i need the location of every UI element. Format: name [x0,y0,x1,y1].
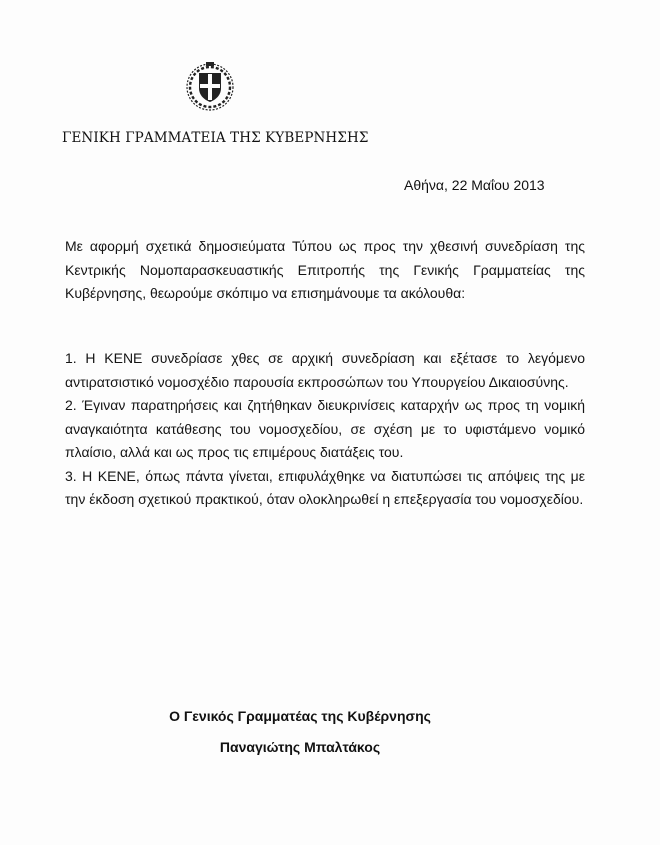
list-item: 3. Η ΚΕΝΕ, όπως πάντα γίνεται, επιφυλάχθηκε να διατυπώσει τις απόψεις της με την έκδοση σχετικού πρακτικού, όταν ολοκληρωθεί η επεξεργασία του νομοσχεδίου. [65,467,585,507]
points-list [65,347,585,512]
list-item: 1. Η ΚΕΝΕ συνεδρίασε χθες σε αρχική συνεδρίαση και εξέτασε το λεγόμενο αντιρατσιστικό νομοσχέδιο παρουσία εκπροσώπων του Υπουργείου Δικαιοσύνης. [65,350,585,390]
list-item: 2. Έγιναν παρατηρήσεις και ζητήθηκαν διευκρινίσεις καταρχήν ως προς τη νομική αναγκαιότητα κατάθεσης του νομοσχεδίου, σε σχέση με το υφιστάμενο νομικό πλαίσιο, αλλά και ως προς τις επιμέρους διατάξεις του. [65,397,585,460]
ministry-heading: ΓΕΝΙΚΗ ΓΡΑΜΜΑΤΕΙΑ ΤΗΣ ΚΥΒΕΡΝΗΣΗΣ [62,130,369,146]
intro-paragraph [65,235,585,306]
signatory-name: Παναγιώτης Μπαλτάκος [219,739,381,755]
greek-state-emblem-icon [184,60,236,112]
signatory-title: Ο Γενικός Γραμματέας της Κυβέρνησης [169,708,431,724]
document-date: Αθήνα, 22 Μαΐου 2013 [404,177,545,193]
intro-text: Με αφορμή σχετικά δημοσιεύματα Τύπου ως προς την χθεσινή συνεδρίαση της Κεντρικής Νομοπαρασκευαστικής Επιτροπής της Γενικής Γραμματείας της Κυβέρνησης, θεωρούμε σκόπιμο να επισημάνουμε τα ακόλουθα: [65,238,585,301]
